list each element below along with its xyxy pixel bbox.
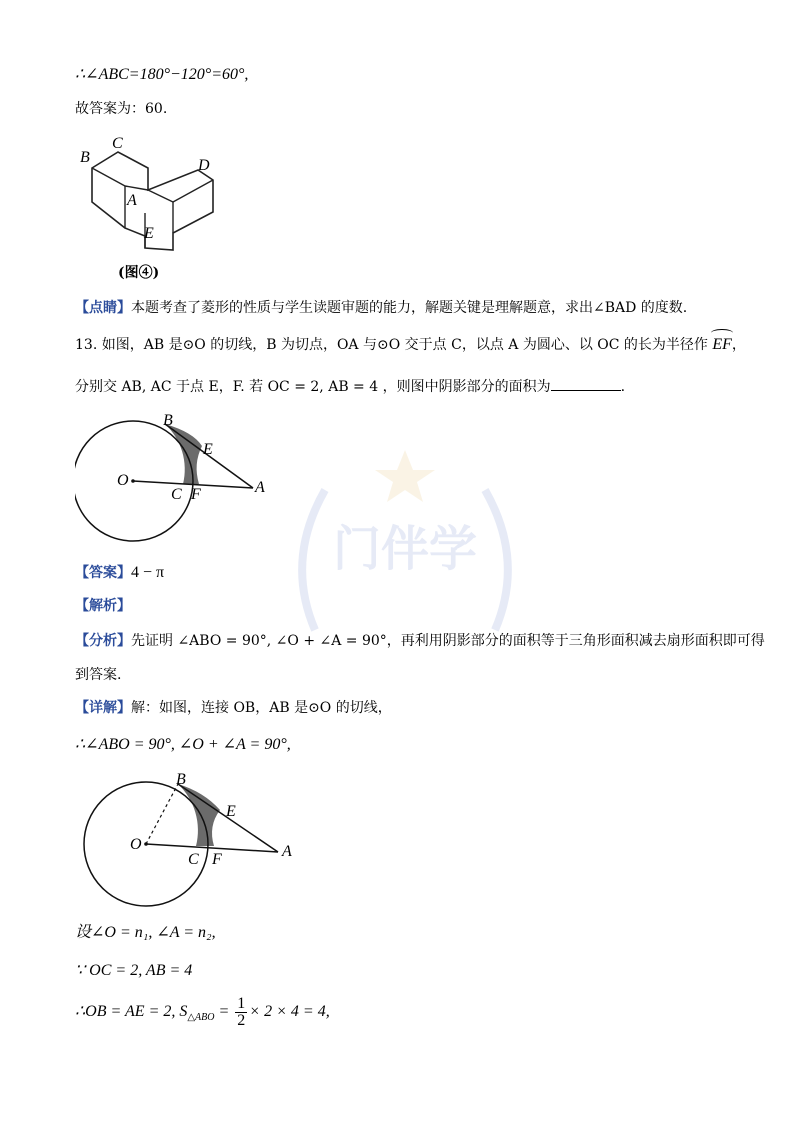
fig13-label-b: B: [163, 412, 173, 429]
fraction-numerator: 1: [237, 994, 246, 1012]
figure-4-caption: (图④): [118, 265, 160, 281]
fig13s-label-e: E: [226, 803, 236, 820]
fig13s-label-f: F: [212, 851, 222, 868]
answer-blank: [551, 376, 621, 391]
answer-tag: 【答案】: [75, 565, 131, 581]
dianjing-tag: 【点睛】: [75, 300, 131, 316]
because-line: ∵ OC = 2, AB = 4: [75, 962, 193, 979]
dianjing-text: 本题考查了菱形的性质与学生读题审题的能力，解题关键是理解题意，求出∠BAD 的度数.: [131, 300, 688, 316]
fig4-label-c: C: [112, 135, 123, 152]
fig4-label-b: B: [80, 149, 90, 166]
fraction-one-half: [235, 996, 247, 1029]
answer-value: 4 − π: [131, 564, 165, 581]
question-13-text2: 分别交 AB, AC 于点 E，F. 若 OC = 2, AB = 4 ，则图中阴影部分的面积为: [75, 379, 551, 395]
xiangjie-text: 解：如图，连接 OB，AB 是⊙O 的切线，: [131, 700, 392, 716]
figure-13-solution: [80, 772, 310, 912]
fig13s-label-o: O: [130, 836, 142, 853]
jiexi-tag: 【解析】: [75, 598, 131, 614]
fig13s-label-b: B: [176, 772, 186, 788]
text-line-abc: [75, 64, 248, 86]
fig4-label-a: A: [127, 192, 137, 209]
angle-line: ∴∠ABO = 90°, ∠O + ∠A = 90°,: [75, 736, 291, 753]
fig13-label-a: A: [255, 479, 265, 496]
watermark-logo: [275, 430, 535, 690]
jiexi-line: [75, 595, 131, 617]
fenxi-line2: 到答案.: [75, 667, 122, 683]
figure-13-question: [75, 412, 285, 552]
xiangjie-tag: 【详解】: [75, 700, 131, 716]
fig13-label-e: E: [203, 441, 213, 458]
fenxi-text: 先证明 ∠ABO = 90°, ∠O + ∠A = 90°，再利用阴影部分的面积等于三角形面积减去扇形面积即可得: [131, 633, 765, 649]
answer-line: [75, 562, 164, 584]
fig4-label-d: D: [198, 157, 210, 174]
arc-ef: EF: [712, 334, 732, 356]
xiangjie-line: [75, 697, 392, 719]
question-13-line2: [75, 376, 625, 398]
punct: .: [620, 379, 626, 395]
fenxi-tag: 【分析】: [75, 633, 131, 649]
fig4-label-e: E: [144, 225, 154, 242]
fig13-label-o: O: [117, 472, 129, 489]
fig13-label-c: C: [171, 486, 182, 503]
math-expression: ∴∠ABC=180°−120°=60°,: [75, 66, 249, 83]
question-13-line1: [75, 334, 746, 356]
therefore-tail: × 2 × 4 = 4,: [249, 1003, 330, 1020]
watermark-text: 门伴学: [332, 521, 478, 577]
text-line-answer-60: 故答案为：60.: [75, 101, 168, 117]
fraction-denominator: 2: [237, 1011, 246, 1029]
dianjing-paragraph: [75, 297, 687, 319]
fig13s-label-a: A: [282, 843, 292, 860]
equals: =: [214, 1003, 234, 1020]
therefore-text: ∴OB = AE = 2, S: [75, 1003, 188, 1020]
fig13-label-f: F: [191, 486, 201, 503]
set-angle-line: 设∠O = n₁, ∠A = n₂,: [75, 924, 216, 941]
fig13s-label-c: C: [188, 851, 199, 868]
punct: ，: [731, 337, 746, 353]
therefore-line: [75, 994, 330, 1036]
question-13-text: 13. 如图，AB 是⊙O 的切线，B 为切点，OA 与⊙O 交于点 C，以点 A 为圆心、以 OC 的长为半径作: [75, 337, 708, 353]
subscript: △ABO: [187, 1012, 215, 1024]
